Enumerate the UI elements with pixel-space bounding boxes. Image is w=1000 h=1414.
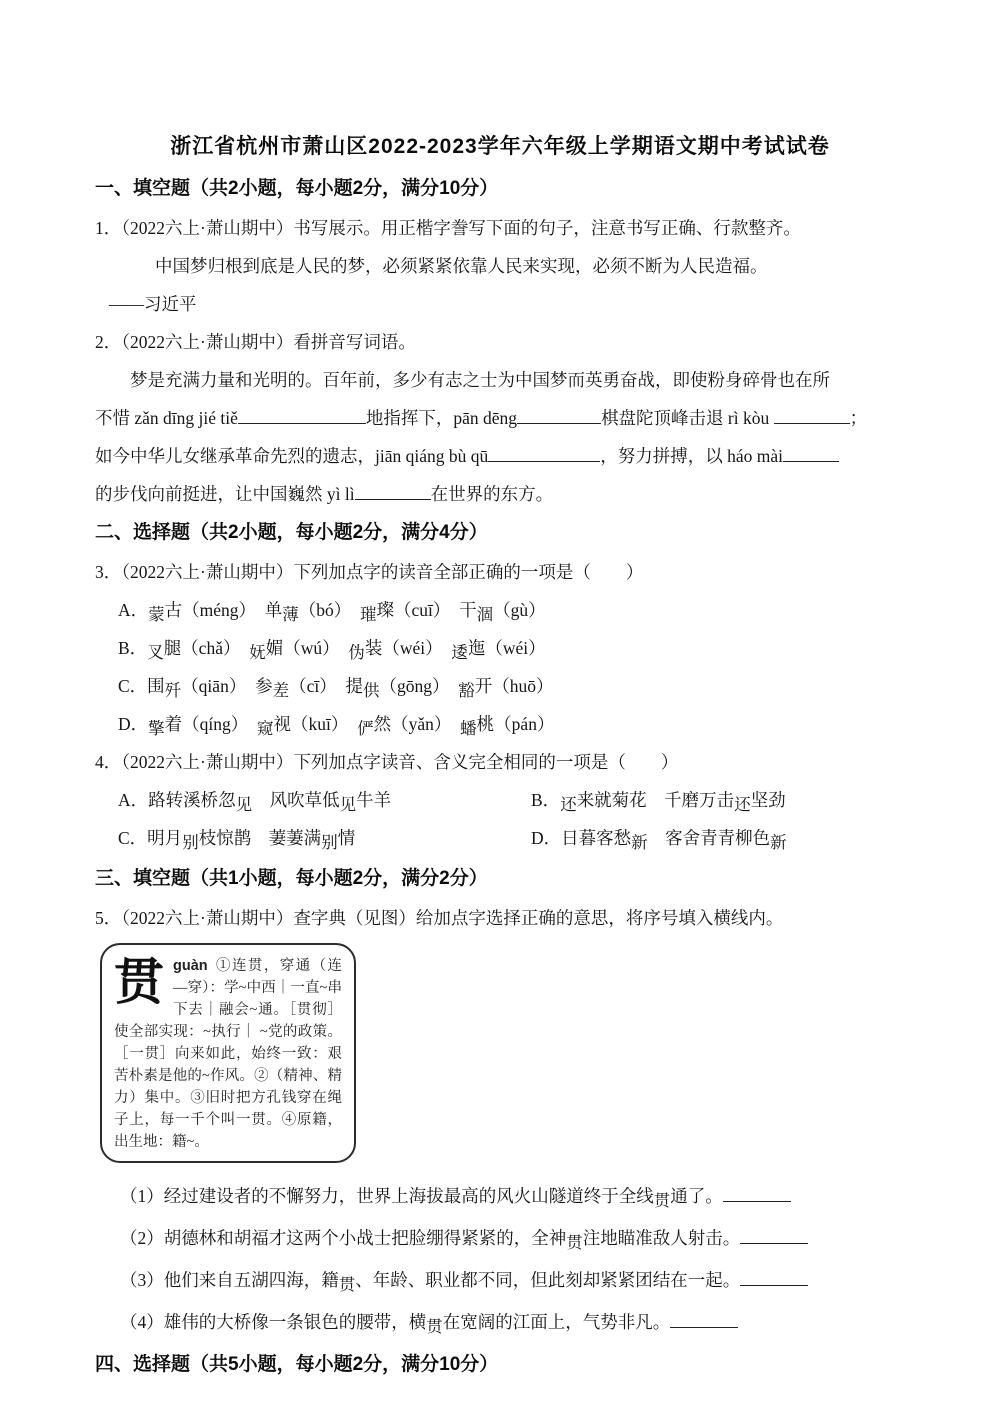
answer-blank	[517, 408, 601, 424]
emphasized-char: 贯	[653, 1190, 671, 1210]
answer-blank	[740, 1270, 808, 1286]
question-1-attribution: ——习近平	[109, 294, 197, 314]
text-segment: ，努力拼搏，以 háo mài	[600, 446, 784, 466]
emphasized-char: 薄	[282, 604, 299, 624]
text-segment: （bó）	[298, 600, 361, 620]
emphasized-char: 豁	[458, 680, 475, 700]
dictionary-pinyin: guàn	[173, 958, 208, 974]
text-segment: 情	[337, 828, 356, 848]
emphasized-char: 歼	[164, 680, 182, 700]
question-2-line-2	[95, 405, 905, 432]
text-segment: 在世界的东方。	[430, 484, 554, 504]
text-segment: 着（qíng）	[164, 714, 258, 734]
text-segment: D．	[118, 714, 149, 734]
question-5-stem: 5．（2022六上·萧山期中）查字典（见图）给加点字选择正确的意思，将序号填入横线内。	[95, 908, 784, 928]
emphasized-char: 还	[560, 794, 577, 814]
emphasized-char: 贯	[338, 1274, 356, 1294]
section-2-heading: 二、选择题（共2小题，每小题2分，满分4分）	[95, 522, 488, 543]
emphasized-char: 俨	[357, 718, 374, 738]
question-3-option-b	[118, 635, 905, 662]
text-segment: （cī） 提	[289, 676, 363, 696]
text-segment: C．明月	[118, 828, 183, 848]
emphasized-char: 涸	[476, 604, 494, 624]
question-1-stem: 1．（2022六上·萧山期中）书写展示。用正楷字誊写下面的句子，注意书写正确、行款整齐。	[95, 218, 801, 238]
text-segment: （3）他们来自五湖四海，籍	[120, 1270, 339, 1290]
emphasized-char: 见	[339, 794, 357, 814]
answer-blank	[670, 1312, 738, 1328]
emphasized-char: 供	[362, 680, 380, 700]
text-segment: 风吹草低	[252, 790, 340, 810]
answer-blank	[238, 408, 366, 424]
emphasized-char: 别	[182, 832, 199, 852]
text-segment: 客舍青青柳色	[647, 828, 771, 848]
text-segment: D．日暮客愁	[531, 828, 632, 848]
question-5-item-1	[120, 1183, 905, 1210]
text-segment: （4）雄伟的大桥像一条银色的腰带，横	[120, 1312, 427, 1332]
emphasized-char: 妩	[249, 642, 266, 662]
answer-blank	[488, 446, 600, 462]
emphasized-char: 叉	[147, 642, 164, 662]
section-4-heading: 四、选择题（共5小题，每小题2分，满分10分）	[95, 1354, 499, 1375]
emphasized-char: 新	[631, 832, 648, 852]
text-segment: 棋盘陀顶峰击退 rì kòu	[601, 408, 774, 428]
text-segment: 注地瞄准敌人射击。	[582, 1228, 741, 1248]
page-title: 浙江省杭州市萧山区2022-2023学年六年级上学期语文期中考试试卷	[170, 135, 830, 158]
emphasized-char: 窥	[257, 718, 274, 738]
text-segment: B．	[118, 638, 148, 658]
answer-blank	[783, 446, 839, 462]
text-segment: B．	[531, 790, 561, 810]
question-4-stem: 4．（2022六上·萧山期中）下列加点字读音、含义完全相同的一项是（ ）	[95, 752, 679, 772]
text-segment: A．路转溪桥忽	[118, 790, 236, 810]
question-2-stem: 2．（2022六上·萧山期中）看拼音写词语。	[95, 332, 416, 352]
question-5-item-2	[120, 1225, 905, 1252]
question-4-option-c	[118, 825, 508, 852]
question-2-line-3	[95, 443, 905, 470]
emphasized-char: 贯	[426, 1316, 443, 1336]
text-segment: （gù）	[493, 600, 546, 620]
emphasized-char: 蟠	[460, 718, 477, 738]
question-2-line-4	[95, 481, 905, 508]
question-4-options-row-2	[95, 825, 905, 863]
emphasized-char: 别	[321, 832, 338, 852]
text-segment: 、年龄、职业都不同，但此刻却紧紧团结在一起。	[355, 1270, 741, 1290]
emphasized-char: 见	[235, 794, 253, 814]
question-4-option-b	[531, 787, 786, 814]
emphasized-char: 还	[734, 794, 751, 814]
question-4-option-a	[118, 787, 508, 814]
text-segment: ；	[849, 408, 868, 428]
question-3-stem: 3．（2022六上·萧山期中）下列加点字的读音全部正确的一项是（ ）	[95, 562, 644, 582]
answer-blank	[723, 1186, 791, 1202]
question-5-item-3	[120, 1267, 905, 1294]
dictionary-definition: ①连贯，穿通（连—穿）：学~中西｜一直~串下去｜融会~通。［贯彻］使全部实现：~执行｜ ~党的政策。［一贯］向来如此，始终一致：艰苦朴素是他的~作风。②（精神、精力）集中。③旧时把方孔钱穿在绳子上，每一千个叫一贯。④原籍，出生地：籍~。	[114, 958, 342, 1150]
text-segment: 在宽阔的江面上，气势非凡。	[442, 1312, 671, 1332]
emphasized-char: 伪	[348, 642, 365, 662]
text-segment: 装（wéi）	[364, 638, 452, 658]
answer-blank	[774, 408, 850, 424]
emphasized-char: 贯	[566, 1232, 583, 1252]
text-segment: 桃（pán）	[476, 714, 555, 734]
text-segment: 古（méng） 单	[164, 600, 283, 620]
text-segment: 来就菊花 千磨万击	[576, 790, 735, 810]
question-3-option-c	[118, 673, 905, 700]
text-segment: 枝惊鹊 萋萋满	[198, 828, 322, 848]
dictionary-headword: 贯	[114, 954, 164, 1010]
text-segment: （gōng）	[379, 676, 459, 696]
text-segment: 然（yǎn）	[373, 714, 461, 734]
text-segment: 通了。	[670, 1186, 723, 1206]
text-segment: A．	[118, 600, 149, 620]
text-segment: （1）经过建设者的不懈努力，世界上海拔最高的风火山隧道终于全线	[120, 1186, 654, 1206]
text-segment: 视（kuī）	[273, 714, 358, 734]
text-segment: 不惜 zǎn dīng jié tiě	[95, 408, 238, 428]
text-segment: 如今中华儿女继承革命先烈的遗志，jiān qiáng bù qū	[95, 446, 489, 466]
question-1-quote: 中国梦归根到底是人民的梦，必须紧紧依靠人民来实现，必须不断为人民造福。	[155, 256, 768, 276]
emphasized-char: 新	[770, 832, 787, 852]
section-1-heading: 一、填空题（共2小题，每小题2分，满分10分）	[95, 178, 499, 199]
question-5-item-4	[120, 1309, 905, 1336]
question-2-line-1: 梦是充满力量和光明的。百年前，多少有志之士为中国梦而英勇奋战，即使粉身碎骨也在所	[130, 370, 830, 390]
emphasized-char: 蒙	[148, 604, 165, 624]
question-4-option-d	[531, 825, 787, 852]
text-segment: （2）胡德林和胡福才这两个小战士把脸绷得紧紧的，全神	[120, 1228, 567, 1248]
section-3-heading: 三、填空题（共1小题，每小题2分，满分2分）	[95, 868, 488, 889]
answer-blank	[740, 1228, 808, 1244]
emphasized-char: 璀	[360, 604, 377, 624]
question-4-options-row-1	[95, 787, 905, 825]
text-segment: 开（huō）	[474, 676, 554, 696]
text-segment: 媚（wú）	[265, 638, 349, 658]
emphasized-char: 逶	[451, 642, 468, 662]
text-segment: C．围	[118, 676, 165, 696]
question-3-option-a	[118, 597, 905, 624]
text-segment: （qiān） 参	[181, 676, 273, 696]
dictionary-figure	[100, 943, 356, 1163]
text-segment: 牛羊	[356, 790, 392, 810]
text-segment: 坚劲	[750, 790, 786, 810]
text-segment: 腿（chǎ）	[163, 638, 250, 658]
answer-blank	[355, 484, 431, 500]
text-segment: 的步伐向前挺进，让中国巍然 yì lì	[95, 484, 355, 504]
emphasized-char: 差	[272, 680, 290, 700]
text-segment: 璨（cuī） 干	[376, 600, 477, 620]
text-segment: 地指挥下，pān dēng	[365, 408, 518, 428]
text-segment: 迤（wéi）	[467, 638, 546, 658]
emphasized-char: 擎	[148, 718, 165, 738]
question-3-option-d	[118, 711, 905, 738]
